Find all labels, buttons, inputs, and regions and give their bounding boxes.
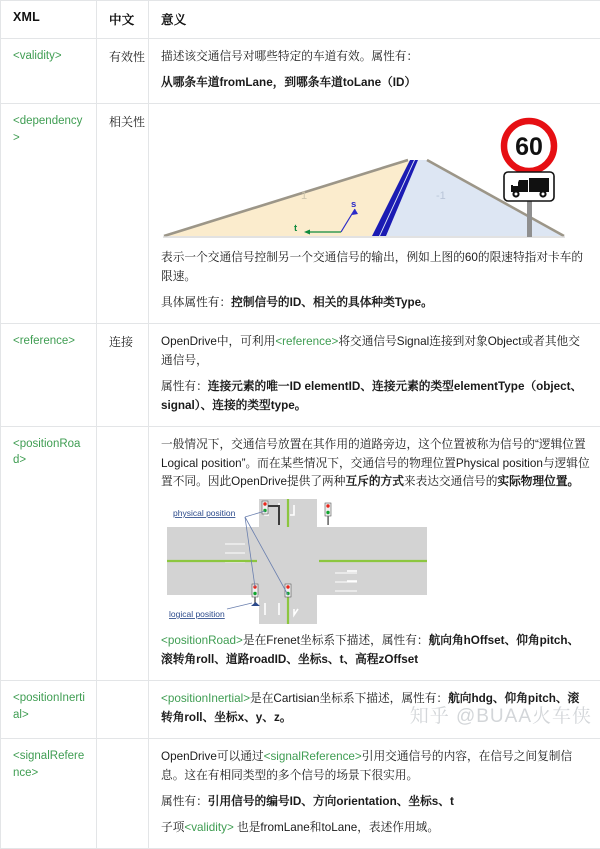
emphasis-mutually-exclusive: 互斥的方式 <box>345 475 403 488</box>
inline-tag-signalreference: <signalReference> <box>264 750 362 763</box>
meaning-signalreference <box>149 739 600 849</box>
meaning-prefix: 属性有： <box>161 795 208 808</box>
meaning-bold-part: 航向角hOffset、仰角pitch、滚转角roll、道路roadID、坐标s、t、高程zOffset <box>161 634 579 666</box>
xml-tag-positionroad: <positionRoad> <box>1 426 97 681</box>
meaning-line-bold: 从哪条车道fromLane，到哪条车道toLane（ID） <box>161 74 590 93</box>
inline-tag-validity: <validity> <box>184 821 233 834</box>
meaning-positioninertial <box>149 681 600 739</box>
meaning-line: 表示一个交通信号控制另一个交通信号的输出，例如上图的60的限速特指对卡车的限速。 <box>161 249 590 287</box>
chinese-name-signalreference <box>97 739 149 849</box>
road-perspective-figure <box>159 114 589 242</box>
table-row <box>1 103 600 323</box>
traffic-signal-north <box>262 501 268 514</box>
chinese-name-validity: 有效性 <box>97 39 149 104</box>
meaning-reference <box>149 323 600 426</box>
meaning-line: <positionRoad>是在Frenet坐标系下描述，属性有：航向角hOffset、仰角pitch、滚转角roll、道路roadID、坐标s、t、高程zOffset <box>161 632 590 670</box>
meaning-bold-part: 连接元素的唯一ID elementID、连接元素的类型elementType（object、signal）、连接的类型type。 <box>161 380 582 412</box>
junction-figure <box>167 499 427 624</box>
table-row <box>1 426 600 681</box>
meaning-positionroad <box>149 426 600 681</box>
xml-tag-positioninertial: <positionInertial> <box>1 681 97 739</box>
junction-svg <box>167 499 427 624</box>
chinese-name-dependency: 相关性 <box>97 103 149 323</box>
annotation-logical-position: logical position <box>169 609 225 619</box>
emphasis-physical-position: 实际物理位置。 <box>497 475 579 488</box>
table-header <box>1 1 600 39</box>
xml-tag-validity: <validity> <box>1 39 97 104</box>
chinese-name-positioninertial <box>97 681 149 739</box>
meaning-bold-part: 引用信号的编号ID、方向orientation、坐标s、t <box>208 795 454 808</box>
chinese-name-positionroad <box>97 426 149 681</box>
column-header-xml: XML <box>1 1 97 39</box>
table-body <box>1 39 600 849</box>
meaning-line <box>161 294 590 313</box>
inline-tag-positioninertial: <positionInertial> <box>161 692 250 705</box>
meaning-bold-part: 航向hdg、仰角pitch、滚转角roll、坐标x、y、z。 <box>161 692 579 724</box>
column-header-chinese: 中文 <box>97 1 149 39</box>
table-row <box>1 739 600 849</box>
meaning-bold-part: 控制信号的ID、相关的具体种类Type。 <box>231 296 433 309</box>
speed-limit-value: 60 <box>515 133 543 161</box>
meaning-prefix: 具体属性有： <box>161 296 231 309</box>
lane-label-1: 1 <box>301 190 307 202</box>
watermark: 知乎 @BUAA火车侠 <box>410 701 592 728</box>
meaning-line <box>161 378 590 416</box>
meaning-dependency <box>149 103 600 323</box>
t-axis-label: t <box>294 223 298 234</box>
table-row <box>1 323 600 426</box>
table-header-row <box>1 1 600 39</box>
inline-tag-reference: <reference> <box>275 335 338 348</box>
meaning-line: 子项<validity> 也是fromLane和toLane，表述作用域。 <box>161 819 590 838</box>
xml-tag-reference: <reference> <box>1 323 97 426</box>
road-perspective-svg <box>159 114 589 242</box>
table-row <box>1 681 600 739</box>
meaning-line: 一般情况下，交通信号放置在其作用的道路旁边，这个位置被称为信号的“逻辑位置Logical position”。而在某些情况下，交通信号的物理位置Physical position与逻辑位置不同。因此OpenDrive提供了两种互斥的方式来表达交通信号的实际物理位置。 <box>161 436 590 493</box>
meaning-line: 描述该交通信号对哪些特定的车道有效。属性有： <box>161 48 590 67</box>
meaning-validity <box>149 39 600 104</box>
s-axis-label: s <box>351 199 356 210</box>
table-row <box>1 39 600 104</box>
chinese-name-reference: 连接 <box>97 323 149 426</box>
meaning-line: OpenDrive可以通过<signalReference>引用交通信号的内容，在信号之间复制信息。这在有相同类型的多个信号的场景下很实用。 <box>161 748 590 786</box>
xml-tag-signalreference: <signalReference> <box>1 739 97 849</box>
meaning-line: OpenDrive中，可利用<reference>将交通信号Signal连接到对象Object或者其他交通信号， <box>161 333 590 371</box>
xml-tag-dependency: <dependency> <box>1 103 97 323</box>
meaning-line <box>161 793 590 812</box>
annotation-physical-position: physical position <box>173 508 236 518</box>
meaning-prefix: 属性有： <box>161 380 208 393</box>
lane-label-minus1: -1 <box>436 190 446 202</box>
column-header-meaning: 意义 <box>149 1 600 39</box>
meaning-line: <positionInertial>是在Cartisian坐标系下描述，属性有：航向hdg、仰角pitch、滚转角roll、坐标x、y、z。 <box>161 690 590 728</box>
inline-tag-positionroad: <positionRoad> <box>161 634 243 647</box>
